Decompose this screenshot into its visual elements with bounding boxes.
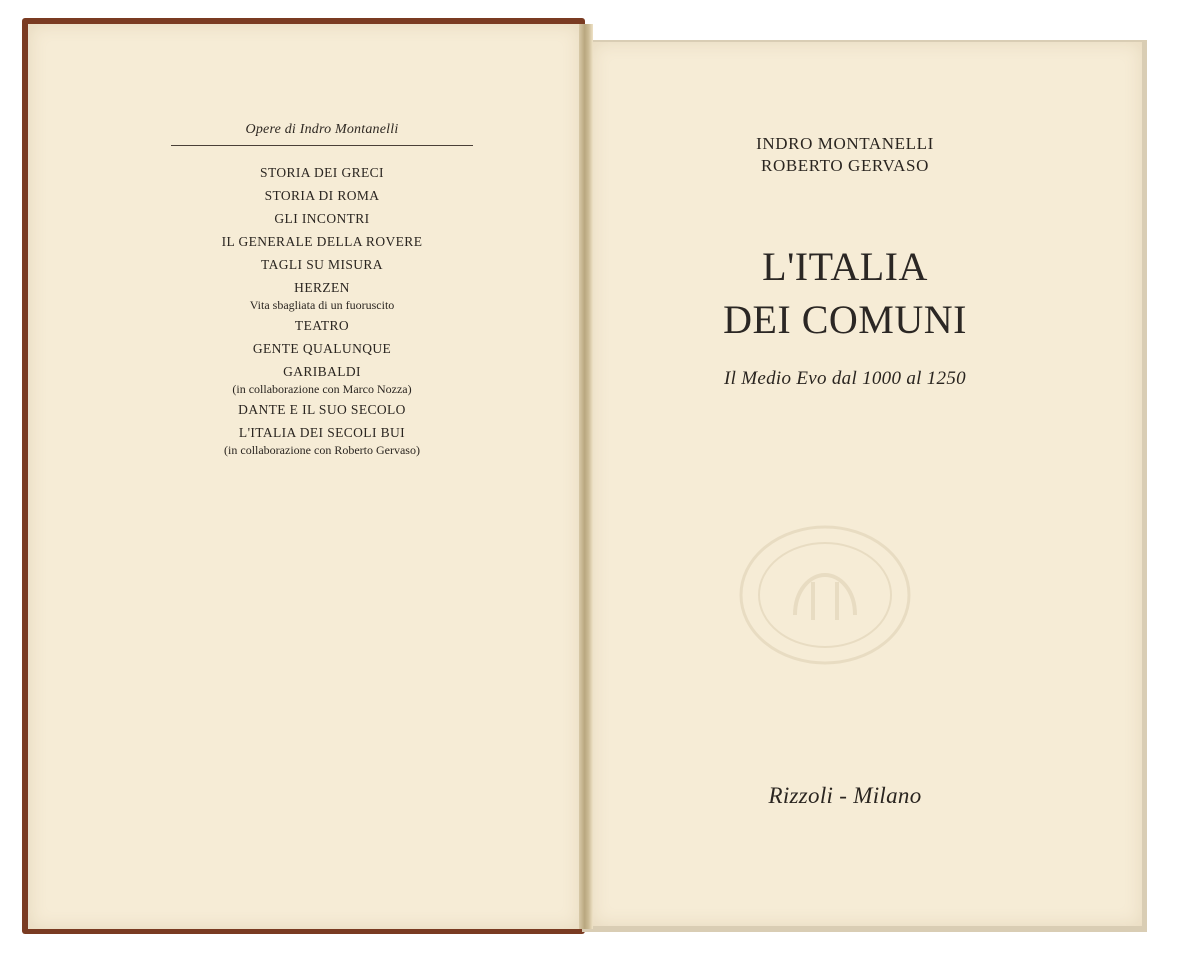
works-list <box>171 164 473 462</box>
publisher-imprint: Rizzoli - Milano <box>768 783 922 808</box>
work-title: HERZEN <box>294 280 350 295</box>
work-subtitle: Vita sbagliata di un fuoruscito <box>249 298 395 312</box>
work-title: IL GENERALE DELLA ROVERE <box>221 234 423 249</box>
book-subtitle: Il Medio Evo dal 1000 al 1250 <box>724 368 966 389</box>
work-item <box>171 340 473 358</box>
authors <box>700 133 990 177</box>
heading-rule <box>171 145 473 146</box>
work-item <box>171 279 473 312</box>
works-heading: Opere di Indro Montanelli <box>245 122 399 137</box>
book-gutter <box>579 24 593 929</box>
work-title: GLI INCONTRI <box>274 211 370 226</box>
work-title: TAGLI SU MISURA <box>261 257 383 272</box>
book-title <box>620 240 1070 346</box>
author-name: INDRO MONTANELLI <box>756 134 934 153</box>
work-title: STORIA DI ROMA <box>264 188 380 203</box>
work-item <box>171 164 473 182</box>
author-name: ROBERTO GERVASO <box>761 156 929 175</box>
title-line: DEI COMUNI <box>723 297 967 342</box>
work-item <box>171 401 473 419</box>
work-title: STORIA DEI GRECI <box>260 165 384 180</box>
work-title: GARIBALDI <box>283 364 361 379</box>
work-item <box>171 363 473 396</box>
work-subtitle: (in collaborazione con Roberto Gervaso) <box>224 443 420 457</box>
work-title: TEATRO <box>294 318 350 333</box>
work-item <box>171 424 473 457</box>
work-title: L'ITALIA DEI SECOLI BUI <box>238 425 406 440</box>
work-item <box>171 210 473 228</box>
work-item <box>171 317 473 335</box>
work-title: DANTE E IL SUO SECOLO <box>238 402 406 417</box>
work-title: GENTE QUALUNQUE <box>252 341 392 356</box>
left-page <box>28 24 580 929</box>
work-item <box>171 187 473 205</box>
title-line: L'ITALIA <box>762 244 928 289</box>
work-item <box>171 256 473 274</box>
work-subtitle: (in collaborazione con Marco Nozza) <box>232 382 412 396</box>
blind-stamp-seal <box>735 520 915 670</box>
work-item <box>171 233 473 251</box>
